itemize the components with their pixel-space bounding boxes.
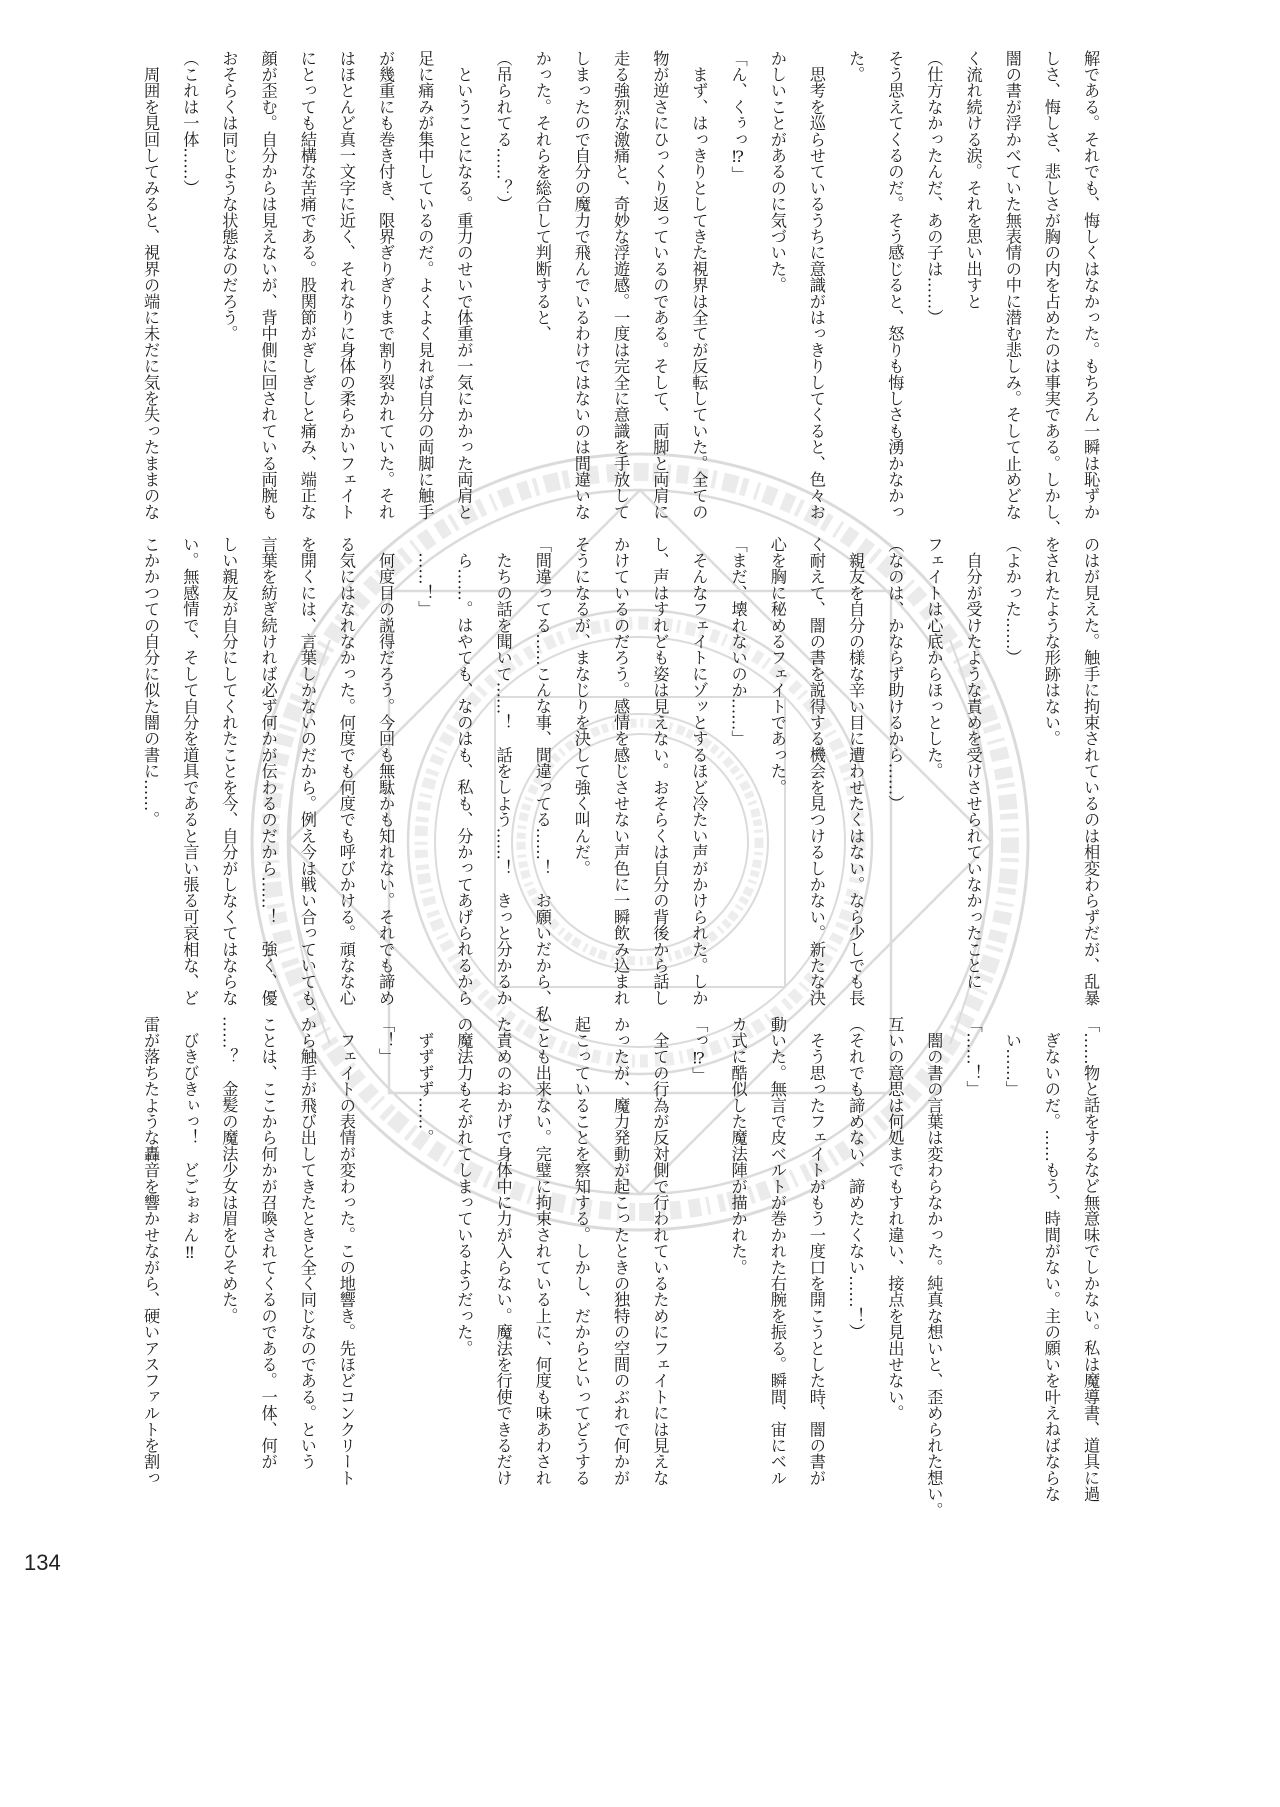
text-column: こかかつての自分に似た闇の書に……。 bbox=[141, 536, 161, 828]
text-column: そうになるが、まなじりを決して強く叫んだ。 bbox=[571, 536, 591, 877]
text-column: 「まだ、壊れないのか……」 bbox=[728, 536, 748, 747]
text-column: （仕方なかったんだ、あの子は……） bbox=[924, 50, 944, 326]
text-column: まず、はっきりとしてきた視界は全てが反転していた。全ての bbox=[689, 50, 709, 520]
text-column: を開くには、言葉しかないのだから。例え今は戦い合っていても、 bbox=[297, 536, 317, 1023]
text-column: おそらくは同じような状態なのだろう。 bbox=[219, 50, 239, 342]
text-column: 顔が歪む。自分からは見えないが、背中側に回されている両腕も bbox=[258, 50, 278, 520]
text-column: 周囲を見回してみると、視界の端に未だに気を失ったままのな bbox=[141, 50, 161, 520]
text-column: （なのは、かならず助けるから……） bbox=[885, 536, 905, 812]
text-column: をされたような形跡はない。 bbox=[1041, 536, 1061, 747]
text-column: 解である。それでも、悔しくはなかった。もちろん一瞬は恥ずか bbox=[1081, 50, 1101, 520]
text-column: かしいことがあるのに気づいた。 bbox=[767, 50, 787, 293]
text-column: し、声はすれども姿は見えない。おそらくは自分の背後から話し bbox=[650, 536, 670, 1006]
text-column: る気にはなれなかった。何度でも何度でも呼びかける。頑なな心 bbox=[336, 536, 356, 1006]
text-column: 互いの意思は何処までもすれ違い、接点を見出せない。 bbox=[885, 1016, 905, 1421]
text-column: 動いた。無言で皮ベルトが巻かれた右腕を振る。瞬間、宙にベル bbox=[767, 1016, 787, 1486]
text-column: 起こっていることを察知する。しかし、だからといってどうする bbox=[571, 1016, 591, 1486]
text-column: しい親友が自分にしてくれたことを今、自分がしなくてはならな bbox=[219, 536, 239, 1006]
text-column: （吊られてる……？） bbox=[493, 50, 513, 212]
text-column: ずずずず……。 bbox=[415, 1016, 435, 1146]
text-column: かったが、魔力発動が起こったときの独特の空間のぶれで何かが bbox=[611, 1016, 631, 1486]
text-column: 自分が受けたような責めを受けさせられていなかったことに bbox=[963, 536, 983, 990]
text-column: そう思ったフェイトがもう一度口を開こうとした時、闇の書が bbox=[806, 1016, 826, 1486]
upper-tier bbox=[0, 50, 1280, 542]
text-column: ぎないのだ。……もう、時間がない。主の願いを叶えねばならな bbox=[1041, 1016, 1061, 1502]
text-column: たちの話を聞いて……！ 話をしよう……！ きっと分かるか bbox=[493, 536, 513, 1006]
text-column: ということになる。重力のせいで体重が一気にかかった両肩と bbox=[454, 50, 474, 520]
text-column: 全ての行為が反対側で行われているためにフェイトには見えな bbox=[650, 1016, 670, 1486]
text-column: びきびきぃっ！ どごぉぉん‼ bbox=[180, 1016, 200, 1262]
text-column: ら……。はやても、なのはも、私も、分かってあげられるから bbox=[454, 536, 474, 1006]
text-column: 思考を巡らせているうちに意識がはっきりしてくると、色々お bbox=[806, 50, 826, 520]
text-column: フェイトは心底からほっとした。 bbox=[924, 536, 944, 779]
text-column: の魔法力もそがれてしまっているようだった。 bbox=[454, 1016, 474, 1357]
text-column: 物が逆さにひっくり返っているのである。そして、両脚と両肩に bbox=[650, 50, 670, 520]
text-column: 「ん、くぅっ⁉」 bbox=[728, 50, 748, 183]
text-column: 足に痛みが集中しているのだ。よくよく見れば自分の両脚に触手 bbox=[415, 50, 435, 520]
middle-tier bbox=[0, 536, 1280, 1028]
text-column: ことも出来ない。完璧に拘束されている上に、何度も味あわされ bbox=[532, 1016, 552, 1486]
text-column: が幾重にも巻き付き、限界ぎりぎりまで割り裂かれていた。それ bbox=[376, 50, 396, 520]
text-column: ……！」 bbox=[415, 536, 435, 617]
text-column: 「間違ってる……こんな事、間違ってる……！ お願いだから、私 bbox=[532, 536, 552, 1022]
text-column: 親友を自分の様な辛い目に遭わせたくはない。なら少しでも長 bbox=[846, 536, 866, 1006]
text-column: 言葉を紡ぎ続ければ必ず何かが伝わるのだから……！ 強く、優 bbox=[258, 536, 278, 1006]
text-column: 「……！」 bbox=[963, 1016, 983, 1097]
text-column: かけているのだろう。感情を感じさせない声色に一瞬飲み込まれ bbox=[611, 536, 631, 1006]
lower-tier bbox=[0, 1016, 1280, 1519]
text-column: そう思えてくるのだ。そう感じると、怒りも悔しさも湧かなかっ bbox=[885, 50, 905, 520]
text-column: た責めのおかげで身体中に力が入らない。魔法を行使できるだけ bbox=[493, 1016, 513, 1486]
text-column: い。無感情で、そして自分を道具であると言い張る可哀相な、ど bbox=[180, 536, 200, 1006]
text-column: ……？ 金髪の魔法少女は眉をひそめた。 bbox=[219, 1016, 239, 1324]
text-column: 闇の書の言葉は変わらなかった。純真な想いと、歪められた想い。 bbox=[924, 1016, 944, 1519]
text-column: （これは一体……） bbox=[180, 50, 200, 196]
text-column: （それでも諦めない、諦めたくない……！） bbox=[846, 1016, 866, 1340]
text-column: ことは、ここから何かが召喚されてくるのである。一体、何が bbox=[258, 1016, 278, 1470]
text-column: た。 bbox=[846, 50, 866, 83]
text-column: 「っ⁉」 bbox=[689, 1016, 709, 1084]
text-column: （よかった……） bbox=[1002, 536, 1022, 666]
text-column: しまったので自分の魔力で飛んでいるわけではないのは間違いな bbox=[571, 50, 591, 520]
text-column: 闇の書が浮かべていた無表情の中に潜む悲しみ。そして止めどな bbox=[1002, 50, 1022, 520]
text-column: 雷が落ちたような轟音を響かせながら、硬いアスファルトを割っ bbox=[141, 1016, 161, 1486]
text-column: にとっても結構な苦痛である。股関節がぎしぎしと痛み、端正な bbox=[297, 50, 317, 520]
text-column: い……」 bbox=[1002, 1016, 1022, 1097]
text-column: かった。それらを総合して判断すると、 bbox=[532, 50, 552, 342]
text-column: 心を胸に秘めるフェイトであった。 bbox=[767, 536, 787, 796]
text-column: のはが見えた。触手に拘束されているのは相変わらずだが、乱暴 bbox=[1081, 536, 1101, 1006]
text-column: そんなフェイトにゾッとするほど冷たい声がかけられた。しか bbox=[689, 536, 709, 1006]
text-column: フェイトの表情が変わった。この地響き。先ほどコンクリート bbox=[336, 1016, 356, 1486]
text-column: から触手が飛び出してきたときと全く同じなのである。という bbox=[297, 1016, 317, 1470]
text-column: 「……物と話をするなど無意味でしかない。私は魔導書、道具に過 bbox=[1081, 1016, 1101, 1502]
text-column: カ式に酷似した魔法陣が描かれた。 bbox=[728, 1016, 748, 1276]
text-column: しさ、悔しさ、悲しさが胸の内を占めたのは事実である。しかし、 bbox=[1041, 50, 1061, 536]
text-column: 「！」 bbox=[376, 1016, 396, 1065]
text-column: はほとんど真一文字に近く、それなりに身体の柔らかいフェイト bbox=[336, 50, 356, 520]
page-number: 134 bbox=[24, 1550, 61, 1575]
text-column: く流れ続ける涙。それを思い出すと bbox=[963, 50, 983, 310]
text-column: 走る強烈な激痛と、奇妙な浮遊感。一度は完全に意識を手放して bbox=[611, 50, 631, 520]
text-column: く耐えて、闇の書を説得する機会を見つけるしかない。新たな決 bbox=[806, 536, 826, 1006]
text-column: 何度目の説得だろう。今回も無駄かも知れない。それでも諦め bbox=[376, 536, 396, 1006]
